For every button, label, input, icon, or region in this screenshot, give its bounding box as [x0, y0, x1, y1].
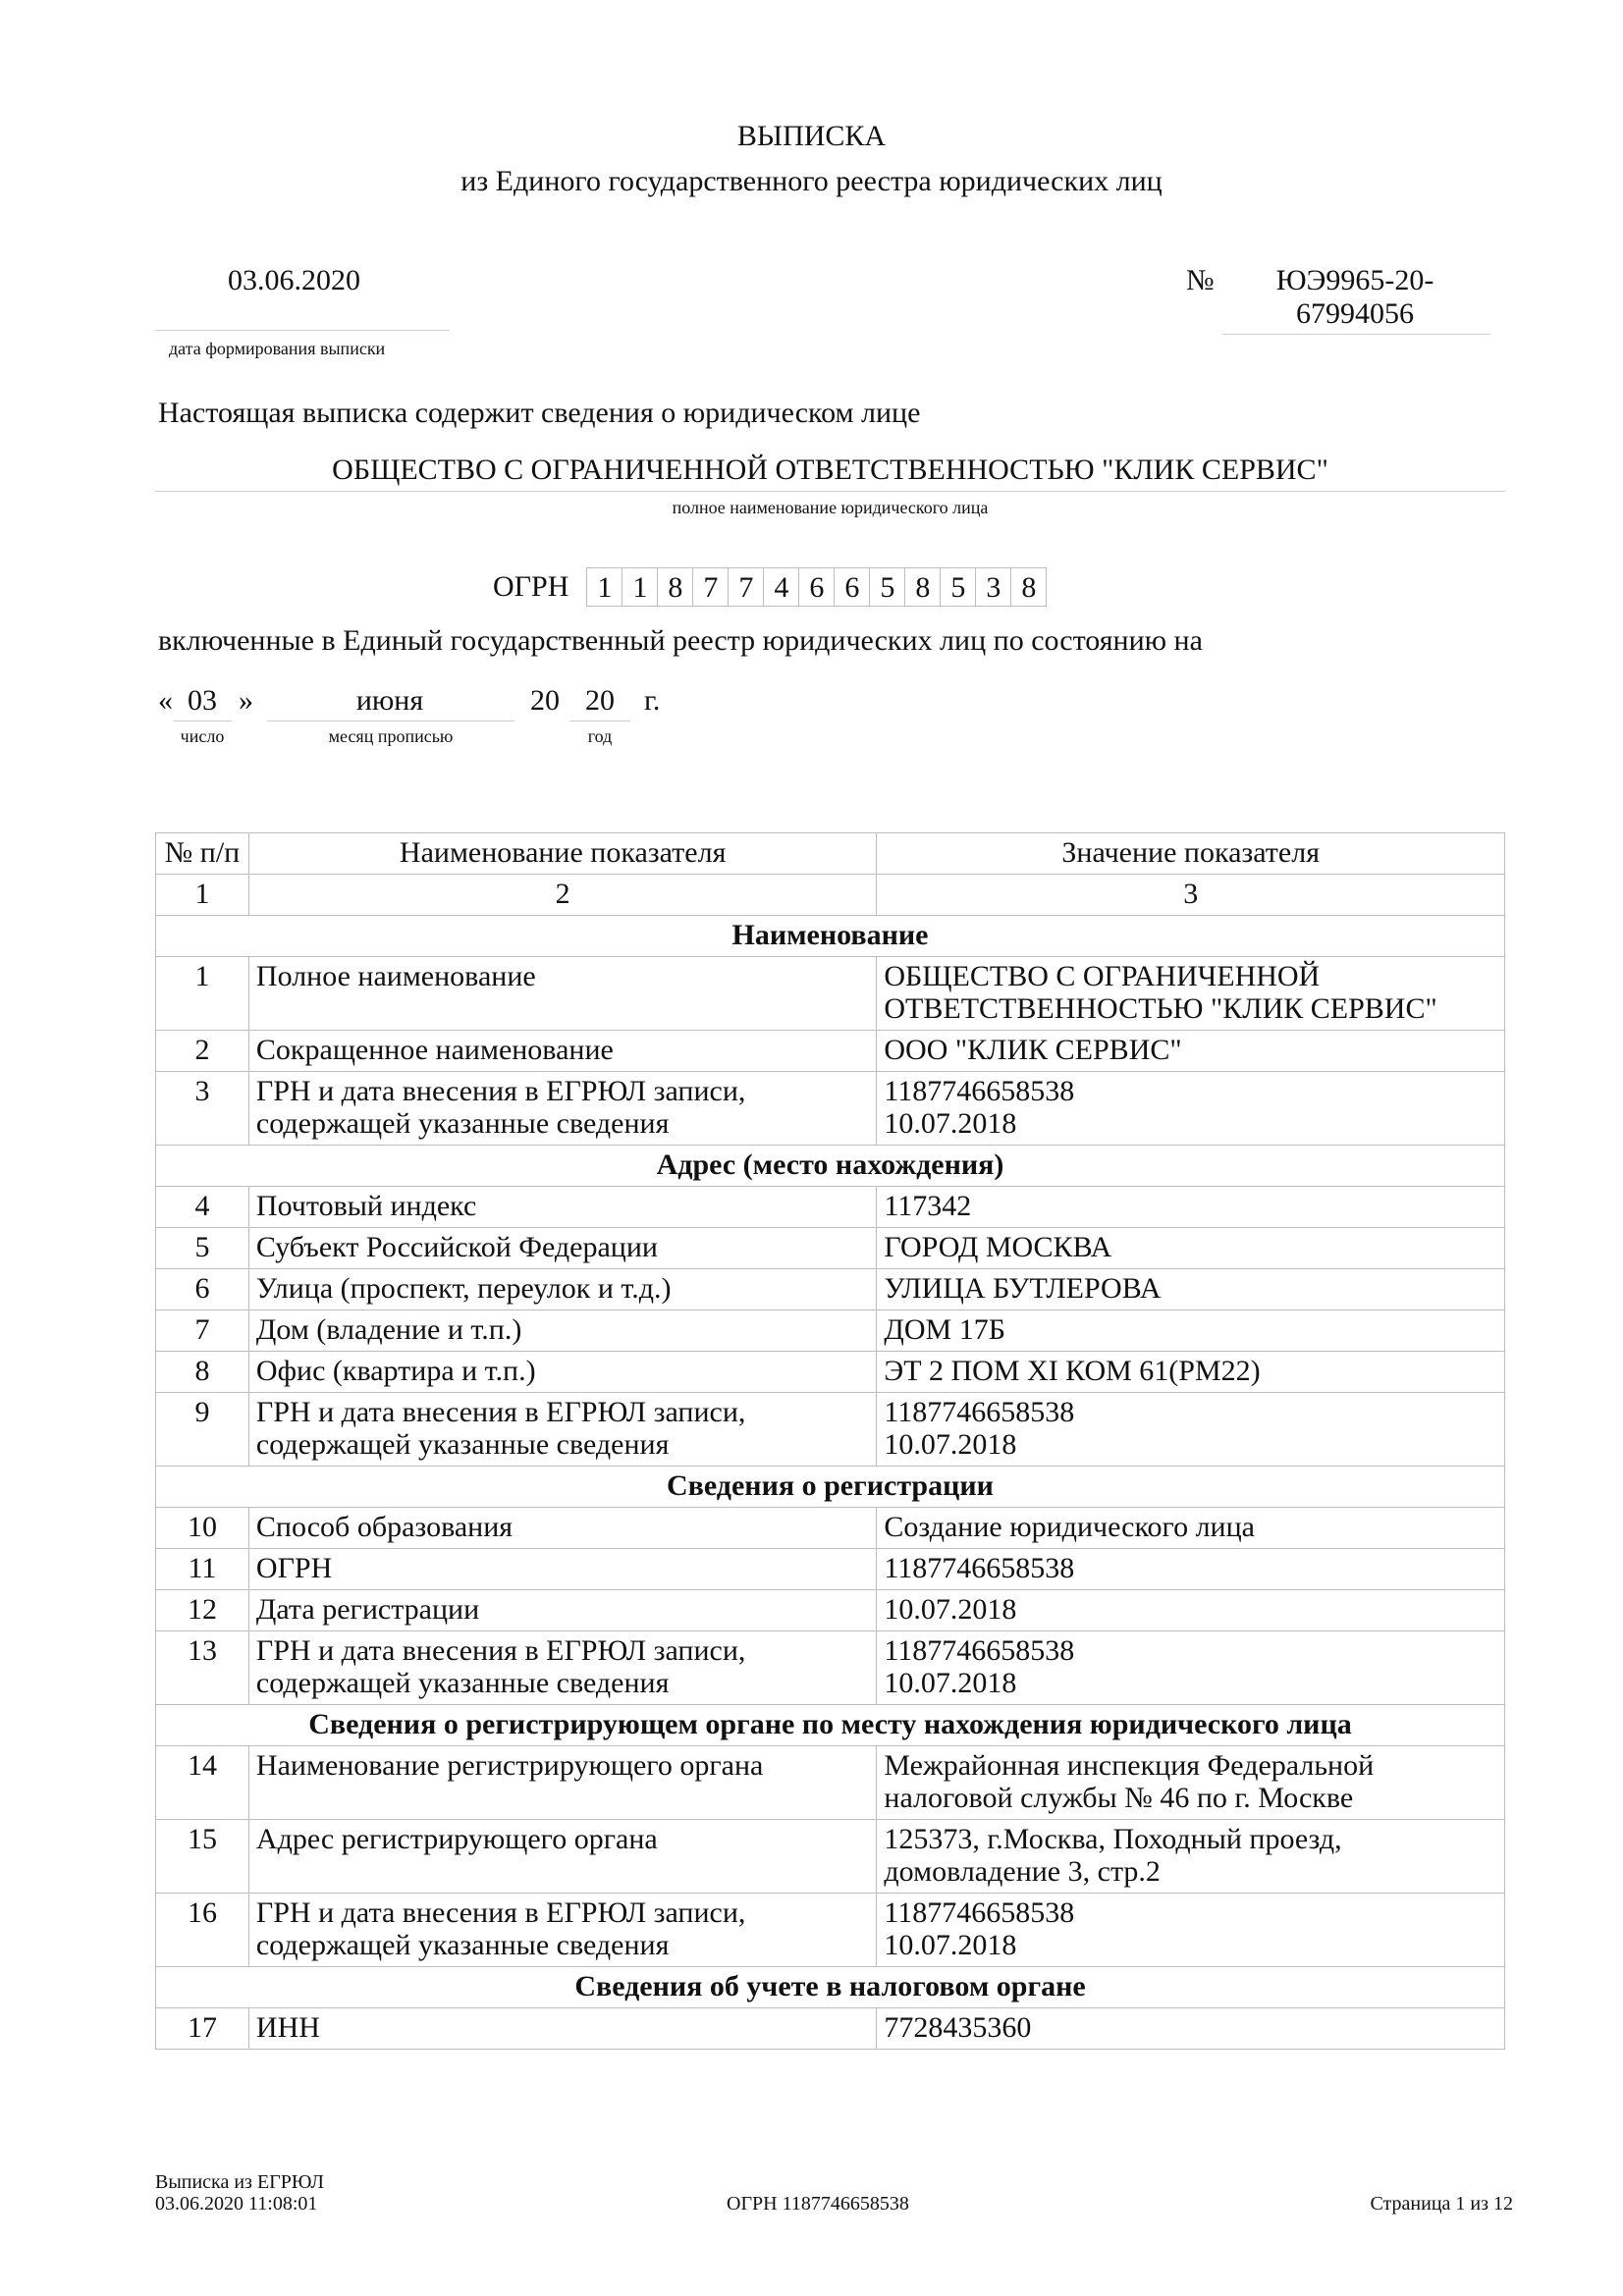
ogrn-digit-cell: 6: [799, 567, 835, 607]
year-caption: год: [587, 726, 613, 746]
document-subtitle: из Единого государственного реестра юридических лиц: [460, 165, 1163, 197]
indicator-name: ГРН и дата внесения в ЕГРЮЛ записи, содержащей указанные сведения: [248, 1631, 876, 1705]
table-row: [156, 1746, 1505, 1820]
section-title: Сведения о регистрации: [156, 1467, 1505, 1508]
indicator-name: ИНН: [248, 2008, 876, 2050]
indicator-value: 1187746658538 10.07.2018: [877, 1631, 1505, 1705]
indicator-value: 1187746658538: [877, 1549, 1505, 1590]
ogrn-digit-cell: 3: [976, 567, 1011, 607]
row-number: 11: [156, 1549, 249, 1590]
section-title: Сведения об учете в налоговом органе: [156, 1967, 1505, 2008]
indicator-value: 1187746658538 10.07.2018: [877, 1894, 1505, 1967]
section-header-row: [156, 1146, 1505, 1187]
ogrn-digits: [586, 567, 1047, 607]
indicator-name: Сокращенное наименование: [248, 1031, 876, 1072]
ogrn-digit-cell: 5: [870, 567, 905, 607]
ogrn-digit-cell: 5: [941, 567, 976, 607]
ogrn-digit-cell: 8: [658, 567, 693, 607]
indicator-name: Почтовый индекс: [248, 1187, 876, 1228]
indicator-value: 1187746658538 10.07.2018: [877, 1072, 1505, 1146]
indicator-value: УЛИЦА БУТЛЕРОВА: [877, 1269, 1505, 1310]
table-row: [156, 2008, 1505, 2050]
extract-number-underline: [1222, 334, 1490, 335]
ogrn-digit-cell: 7: [693, 567, 729, 607]
row-number: 7: [156, 1310, 249, 1352]
ogrn-digit-cell: 6: [835, 567, 870, 607]
indicator-name: Наименование регистрирующего органа: [248, 1746, 876, 1820]
column-number-3: 3: [877, 875, 1505, 916]
issue-date-caption: дата формирования выписки: [169, 339, 386, 358]
table-body: [156, 916, 1505, 2050]
row-number: 1: [156, 957, 249, 1031]
indicator-value: 117342: [877, 1187, 1505, 1228]
state-year: 20: [585, 684, 615, 717]
footer-doc-name: Выписка из ЕГРЮЛ: [155, 2171, 324, 2193]
indicator-value: Межрайонная инспекция Федеральной налоговой службы № 46 по г. Москве: [877, 1746, 1505, 1820]
row-number: 15: [156, 1820, 249, 1894]
ogrn-digit-cell: 4: [764, 567, 799, 607]
header-value: Значение показателя: [877, 833, 1505, 875]
footer-timestamp: 03.06.2020 11:08:01: [155, 2193, 318, 2215]
table-row: [156, 1352, 1505, 1393]
row-number: 6: [156, 1269, 249, 1310]
indicator-value: 10.07.2018: [877, 1590, 1505, 1631]
day-caption: число: [180, 726, 225, 746]
ogrn-digit-cell: 7: [729, 567, 764, 607]
extract-number-line1: ЮЭ9965-20-: [1275, 264, 1434, 296]
footer-page: Страница 1 из 12: [1370, 2193, 1513, 2215]
row-number: 5: [156, 1228, 249, 1269]
footer-left: [155, 2171, 324, 2215]
date-close-quote: »: [239, 684, 253, 717]
row-number: 16: [156, 1894, 249, 1967]
section-title: Адрес (место нахождения): [156, 1146, 1505, 1187]
footer-ogrn: ОГРН 1187746658538: [727, 2193, 909, 2215]
section-header-row: [156, 1967, 1505, 2008]
row-number: 14: [156, 1746, 249, 1820]
extract-number: [1232, 264, 1478, 331]
section-header-row: [156, 916, 1505, 957]
row-number: 3: [156, 1072, 249, 1146]
indicator-value: 125373, г.Москва, Походный проезд, домовладение 3, стр.2: [877, 1820, 1505, 1894]
extract-number-line2: 67994056: [1296, 297, 1414, 330]
row-number: 17: [156, 2008, 249, 2050]
indicator-value: ОБЩЕСТВО С ОГРАНИЧЕННОЙ ОТВЕТСТВЕННОСТЬЮ "КЛИК СЕРВИС": [877, 957, 1505, 1031]
indicator-name: ГРН и дата внесения в ЕГРЮЛ записи, содержащей указанные сведения: [248, 1072, 876, 1146]
state-month: июня: [355, 684, 424, 717]
state-day: 03: [188, 684, 217, 717]
row-number: 9: [156, 1393, 249, 1467]
table-row: [156, 1549, 1505, 1590]
column-number-2: 2: [248, 875, 876, 916]
section-header-row: [156, 1705, 1505, 1746]
row-number: 2: [156, 1031, 249, 1072]
ogrn-digit-cell: 8: [1011, 567, 1047, 607]
indicator-name: Дата регистрации: [248, 1590, 876, 1631]
table-row: [156, 1072, 1505, 1146]
indicator-value: Создание юридического лица: [877, 1508, 1505, 1549]
table-header-row: [156, 833, 1505, 875]
section-header-row: [156, 1467, 1505, 1508]
indicator-value: ЭТ 2 ПОМ XI КОМ 61(РМ22): [877, 1352, 1505, 1393]
indicator-name: Дом (владение и т.п.): [248, 1310, 876, 1352]
intro-text: Настоящая выписка содержит сведения о юридическом лице: [158, 397, 921, 429]
company-name-underline: [155, 491, 1505, 492]
table-row: [156, 1031, 1505, 1072]
table-row: [156, 1894, 1505, 1967]
number-sign: №: [1186, 264, 1215, 296]
indicator-name: Офис (квартира и т.п.): [248, 1352, 876, 1393]
company-name-caption: полное наименование юридического лица: [672, 498, 989, 517]
table-row: [156, 1631, 1505, 1705]
row-number: 13: [156, 1631, 249, 1705]
ogrn-digit-cell: 1: [622, 567, 658, 607]
table-row: [156, 1228, 1505, 1269]
indicator-name: Способ образования: [248, 1508, 876, 1549]
month-caption: месяц прописью: [328, 726, 454, 746]
column-number-1: 1: [156, 875, 249, 916]
section-title: Наименование: [156, 916, 1505, 957]
ogrn-digit-cell: 1: [587, 567, 622, 607]
indicator-value: 1187746658538 10.07.2018: [877, 1393, 1505, 1467]
ogrn-label: ОГРН: [493, 570, 569, 603]
row-number: 10: [156, 1508, 249, 1549]
table-row: [156, 1820, 1505, 1894]
indicator-name: Улица (проспект, переулок и т.д.): [248, 1269, 876, 1310]
table-row: [156, 1508, 1505, 1549]
ogrn-box: [493, 567, 1047, 607]
included-text: включенные в Единый государственный реестр юридических лиц по состоянию на: [158, 624, 1203, 657]
document-title: ВЫПИСКА: [736, 120, 887, 152]
row-number: 4: [156, 1187, 249, 1228]
indicator-name: Адрес регистрирующего органа: [248, 1820, 876, 1894]
issue-date: 03.06.2020: [228, 264, 360, 296]
table-row: [156, 957, 1505, 1031]
indicator-value: ГОРОД МОСКВА: [877, 1228, 1505, 1269]
header-number: № п/п: [156, 833, 249, 875]
indicator-name: ГРН и дата внесения в ЕГРЮЛ записи, содержащей указанные сведения: [248, 1393, 876, 1467]
table-row: [156, 1393, 1505, 1467]
state-century: 20: [530, 684, 560, 717]
table-row: [156, 1590, 1505, 1631]
indicator-name: Полное наименование: [248, 957, 876, 1031]
issue-date-underline: [155, 330, 450, 331]
row-number: 12: [156, 1590, 249, 1631]
indicator-value: ООО "КЛИК СЕРВИС": [877, 1031, 1505, 1072]
state-year-suffix: г.: [644, 684, 661, 717]
ogrn-digit-cell: 8: [905, 567, 941, 607]
table-row: [156, 1310, 1505, 1352]
table-row: [156, 1269, 1505, 1310]
register-table: [155, 832, 1505, 2050]
company-name: ОБЩЕСТВО С ОГРАНИЧЕННОЙ ОТВЕТСТВЕННОСТЬЮ "КЛИК СЕРВИС": [332, 454, 1328, 486]
section-title: Сведения о регистрирующем органе по месту нахождения юридического лица: [156, 1705, 1505, 1746]
indicator-value: ДОМ 17Б: [877, 1310, 1505, 1352]
indicator-name: ОГРН: [248, 1549, 876, 1590]
table-row: [156, 1187, 1505, 1228]
table-column-numbers-row: [156, 875, 1505, 916]
date-open-quote: «: [158, 684, 173, 717]
row-number: 8: [156, 1352, 249, 1393]
header-indicator: Наименование показателя: [248, 833, 876, 875]
indicator-value: 7728435360: [877, 2008, 1505, 2050]
indicator-name: Субъект Российской Федерации: [248, 1228, 876, 1269]
indicator-name: ГРН и дата внесения в ЕГРЮЛ записи, содержащей указанные сведения: [248, 1894, 876, 1967]
